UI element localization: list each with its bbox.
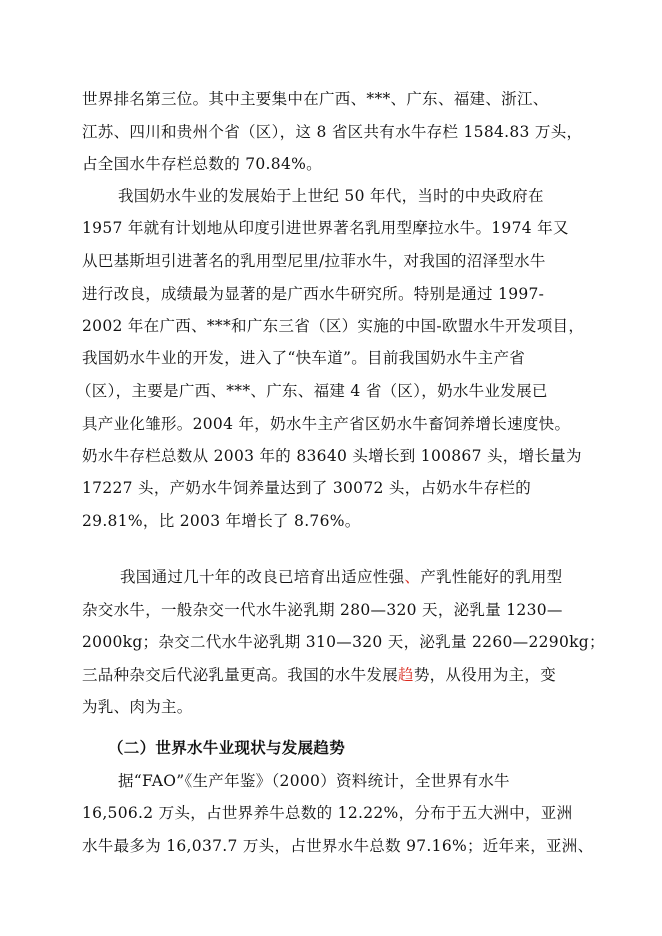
text-line: 16,506.2 万头，占世界养牛总数的 12.22%，分布于五大洲中，亚洲: [82, 804, 573, 822]
text-line: 从巴基斯坦引进著名的乳用型尼里/拉菲水牛，对我国的沼泽型水牛: [82, 252, 546, 270]
highlighted-text: 趋: [398, 666, 414, 684]
paragraph-start-line: 我国奶水牛业的发展始于上世纪 50 年代，当时的中央政府在: [118, 187, 544, 205]
text-line: 17227 头，产奶水牛饲养量达到了 30072 头，占奶水牛存栏的: [82, 479, 532, 497]
text-line: 2000kg；杂交二代水牛泌乳期 310—320 天，泌乳量 2260—2290kg；: [82, 633, 605, 651]
highlighted-text: 、: [404, 568, 421, 586]
text-line: 水牛最多为 16,037.7 万头，占世界水牛总数 97.16%；近年来，亚洲、: [82, 837, 594, 855]
text-line: 29.81%，比 2003 年增长了 8.76%。: [82, 512, 361, 530]
text-line: （区），主要是广西、***、广东、福建 4 省（区），奶水牛业发展已: [76, 382, 548, 400]
text-line: 为乳、肉为主。: [82, 698, 193, 716]
section-heading: （二）世界水牛业现状与发展趋势: [108, 739, 346, 757]
text-segment: 势，从役用为主，变: [413, 666, 557, 684]
text-line: 世界排名第三位。其中主要集中在广西、***、广东、福建、浙江、: [82, 90, 549, 108]
text-segment: 产乳性能好的乳用型: [420, 568, 563, 586]
text-line: 杂交水牛，一般杂交一代水牛泌乳期 280—320 天，泌乳量 1230—: [82, 601, 563, 619]
text-line: 奶水牛存栏总数从 2003 年的 83640 头增长到 100867 头，增长量为: [82, 447, 582, 465]
text-line: [82, 665, 556, 685]
text-segment: 三品种杂交后代泌乳量更高。我国的水牛发展: [82, 666, 399, 684]
text-line: 2002 年在广西、***和广东三省（区）实施的中国-欧盟水牛开发项目，: [82, 317, 585, 335]
paragraph-start-line: 据“FAO”《生产年鉴》（2000）资料统计，全世界有水牛: [118, 772, 510, 790]
text-segment: 我国通过几十年的改良已培育出适应性强: [120, 568, 405, 586]
text-line: 占全国水牛存栏总数的 70.84%。: [82, 155, 322, 173]
text-line: 进行改良，成绩最为显著的是广西水牛研究所。特别是通过 1997-: [82, 285, 545, 303]
text-line: 具产业化雏形。2004 年，奶水牛主产省区奶水牛畜饲养增长速度快。: [82, 415, 571, 433]
text-line: 我国奶水牛业的开发，进入了“快车道”。目前我国奶水牛主产省: [82, 349, 526, 367]
text-line: 江苏、四川和贵州个省（区），这 8 省区共有水牛存栏 1584.83 万头，: [82, 123, 583, 141]
text-line: 1957 年就有计划地从印度引进世界著名乳用型摩拉水牛。1974 年又: [82, 219, 569, 237]
paragraph-start-line: [120, 567, 562, 587]
